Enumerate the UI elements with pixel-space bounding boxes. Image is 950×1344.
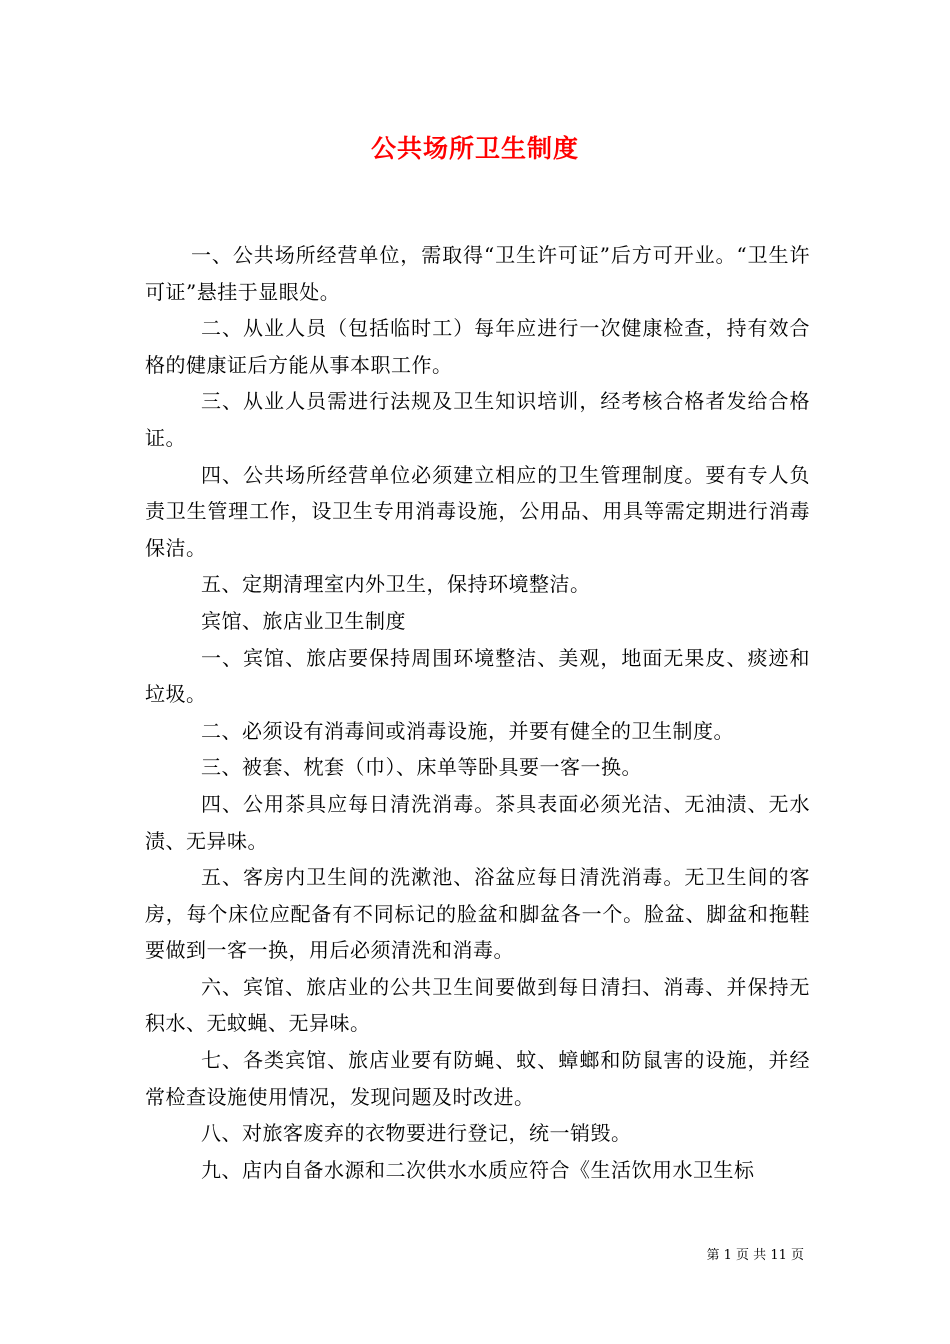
section-heading: 宾馆、旅店业卫生制度 xyxy=(201,608,406,633)
page-number: 第 1 页 共 11 页 xyxy=(706,1248,804,1263)
paragraph: 四、公用茶具应每日清洗消毒。茶具表面必须光洁、无油渍、无水渍、无异味。 xyxy=(145,791,810,853)
paragraph: 九、店内自备水源和二次供水水质应符合《生活饮用水卫生标 xyxy=(201,1157,755,1182)
paragraph: 六、宾馆、旅店业的公共卫生间要做到每日清扫、消毒、并保持无积水、无蚊蝇、无异味。 xyxy=(145,974,810,1036)
paragraph: 一、公共场所经营单位，需取得“卫生许可证”后方可开业。“卫生许可证”悬挂于显眼处。 xyxy=(145,243,810,304)
paragraph: 一、宾馆、旅店要保持周围环境整洁、美观，地面无果皮、痰迹和垃圾。 xyxy=(145,645,810,707)
paragraph: 五、定期清理室内外卫生，保持环境整洁。 xyxy=(201,572,591,597)
paragraph: 三、从业人员需进行法规及卫生知识培训，经考核合格者发给合格证。 xyxy=(145,389,810,450)
paragraph: 五、客房内卫生间的洗漱池、浴盆应每日清洗消毒。无卫生间的客房，每个床位应配备有不同标记的脸盆和脚盆各一个。脸盆、脚盆和拖鞋要做到一客一换，用后必须清洗和消毒。 xyxy=(145,865,810,963)
paragraph: 二、必须设有消毒间或消毒设施，并要有健全的卫生制度。 xyxy=(201,718,734,743)
document-body xyxy=(145,237,810,1188)
paragraph: 七、各类宾馆、旅店业要有防蝇、蚊、蟑螂和防鼠害的设施，并经常检查设施使用情况，发现问题及时改进。 xyxy=(145,1048,810,1109)
paragraph: 二、从业人员（包括临时工）每年应进行一次健康检查，持有效合格的健康证后方能从事本职工作。 xyxy=(145,316,810,377)
paragraph: 三、被套、枕套（巾）、床单等卧具要一客一换。 xyxy=(201,755,642,780)
paragraph: 四、公共场所经营单位必须建立相应的卫生管理制度。要有专人负责卫生管理工作，设卫生专用消毒设施，公用品、用具等需定期进行消毒保洁。 xyxy=(145,462,810,560)
paragraph: 八、对旅客废弃的衣物要进行登记，统一销毁。 xyxy=(201,1121,632,1146)
document-title: 公共场所卫生制度 xyxy=(370,134,579,163)
